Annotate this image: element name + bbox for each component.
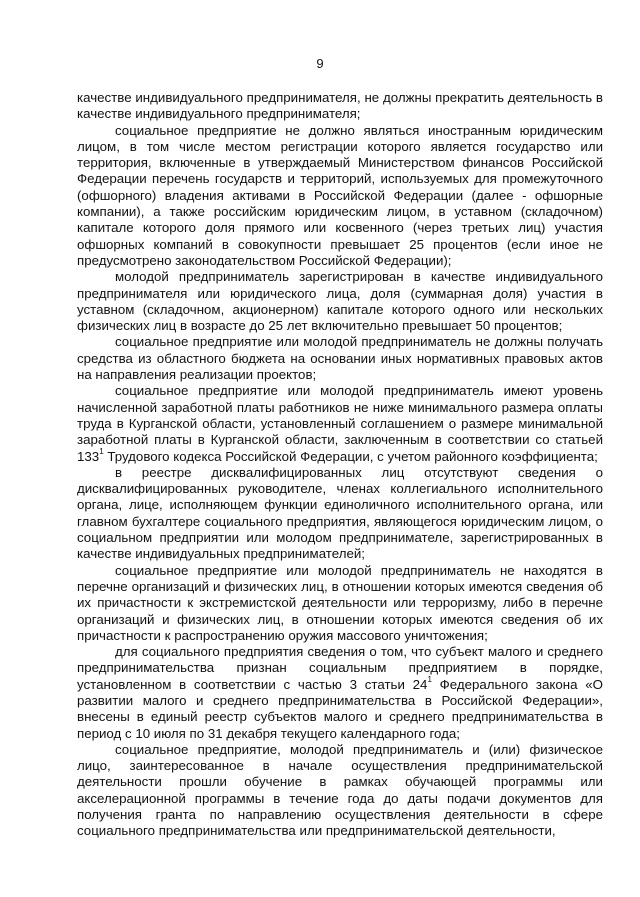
superscript: 1 — [427, 675, 432, 685]
paragraph-text: Трудового кодекса Российской Федерации, с учетом районного коэффициента; — [103, 448, 598, 464]
paragraph-text: для социального предприятия сведения о том, что субъект малого и среднего предпринимательства признан социальным предприятием в порядке, установленном в соответствии с частью 3 статьи 24 — [77, 644, 603, 692]
paragraph: социальное предприятие не должно являться иностранным юридическим лицом, в том числе местом регистрации которого является государство или территория, включенные в утверждаемый Министерством финансов Российской Федерации перечень государств и территорий, используемых для промежуточного (офшорного) владения активами в Российской Федерации (далее - офшорные компании), а также российским юридическим лицом, в уставном (складочном) капитале которого доля прямого или косвенного (через третьих лиц) участия офшорных компаний в совокупности превышает 25 процентов (если иное не предусмотрено законодательством Российской Федерации); — [77, 122, 603, 268]
paragraph: социальное предприятие или молодой предприниматель не должны получать средства из областного бюджета на основании иных нормативных правовых актов на направления реализации проектов; — [77, 334, 603, 383]
paragraph — [77, 383, 603, 464]
paragraph: социальное предприятие или молодой предприниматель не находятся в перечне организаций и физических лиц, в отношении которых имеются сведения об их причастности к экстремистской деятельности или терроризму, либо в перечне организаций и физических лиц, в отношении которых имеются сведения об их причастности к распространению оружия массового уничтожения; — [77, 562, 603, 643]
paragraph — [77, 644, 603, 742]
paragraph: в реестре дисквалифицированных лиц отсутствуют сведения о дисквалифицированных руководителе, членах коллегиального исполнительного органа, лице, исполняющем функции единоличного исполнительного органа, или главном бухгалтере социального предприятия, являющегося юридическим лицом, о социальном предприятии или молодом предпринимателе, зарегистрированных в качестве индивидуальных предпринимателей; — [77, 464, 603, 562]
paragraph-text: Федерального закона «О развитии малого и среднего предпринимательства в Российской Федерации», внесены в единый реестр субъектов малого и среднего предпринимательства в период с 10 июля по 31 декабря текущего календарного года; — [77, 676, 603, 741]
paragraph: социальное предприятие, молодой предприниматель и (или) физическое лицо, заинтересованное в начале осуществления предпринимательской деятельности прошли обучение в рамках обучающей программы или акселерационной программы в течение года до даты подачи документов для получения гранта по направлению осуществления деятельности в сфере социального предпринимательства или предпринимательской деятельности, — [77, 741, 603, 839]
document-body — [77, 90, 603, 840]
paragraph: молодой предприниматель зарегистрирован в качестве индивидуального предпринимателя или юридического лица, доля (суммарная доля) участия в уставном (складочном, акционерном) капитале которого одного или нескольких физических лиц в возрасте до 25 лет включительно превышает 50 процентов; — [77, 269, 603, 334]
paragraph: качестве индивидуального предпринимателя, не должны прекратить деятельность в качестве индивидуального предпринимателя; — [77, 90, 603, 122]
superscript: 1 — [99, 447, 104, 457]
paragraph-text: социальное предприятие или молодой предприниматель имеют уровень начисленной заработной платы работников не ниже минимального размера оплаты труда в Курганской области, установленный соглашением о размере минимальной заработной платы в Курганской области, заключенным в соответствии со статьей 133 — [77, 383, 603, 464]
page-number: 9 — [316, 56, 324, 71]
